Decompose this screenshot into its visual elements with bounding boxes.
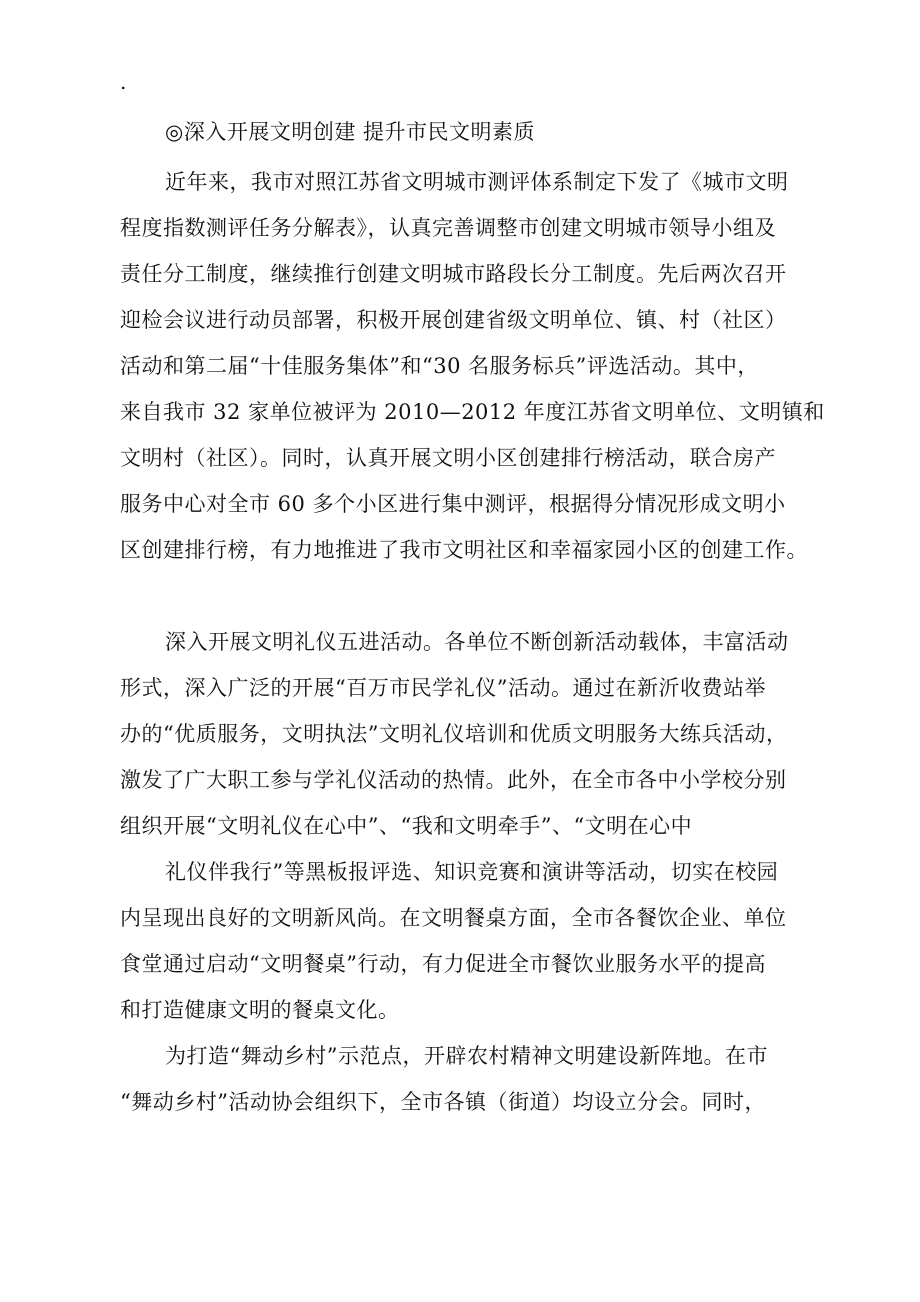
- text-line: 形式，深入广泛的开展“百万市民学礼仪”活动。通过在新沂收费站举: [120, 676, 766, 700]
- text-line: 组织开展“文明礼仪在心中”、“我和文明牵手”、“文明在心中: [120, 814, 693, 838]
- text-line: 迎检会议进行动员部署，积极开展创建省级文明单位、镇、村（社区）: [120, 308, 787, 332]
- text-line: 深入开展文明礼仪五进活动。各单位不断创新活动载体，丰富活动: [165, 630, 789, 654]
- text-line: “舞动乡村”活动协会组织下，全市各镇（街道）均设立分会。同时，: [120, 1090, 766, 1114]
- text-line: 内呈现出良好的文明新风尚。在文明餐桌方面，全市各餐饮企业、单位: [120, 906, 787, 930]
- text-line: 来自我市 32 家单位被评为 2010—2012 年度江苏省文明单位、文明镇和: [120, 400, 825, 424]
- section-heading: ◎深入开展文明创建 提升市民文明素质: [165, 120, 535, 144]
- text-line: 活动和第二届“十佳服务集体”和“30 名服务标兵”评选活动。其中，: [120, 354, 759, 378]
- text-line: 程度指数测评任务分解表》，认真完善调整市创建文明城市领导小组及: [120, 216, 776, 240]
- text-line: 礼仪伴我行”等黑板报评选、知识竞赛和演讲等活动，切实在校园: [165, 860, 779, 884]
- page-marker: .: [120, 70, 127, 94]
- text-line: 责任分工制度，继续推行创建文明城市路段长分工制度。先后两次召开: [120, 262, 787, 286]
- text-line: 服务中心对全市 60 多个小区进行集中测评，根据得分情况形成文明小: [120, 492, 786, 516]
- text-line: 食堂通过启动“文明餐桌”行动，有力促进全市餐饮业服务水平的提高: [120, 952, 766, 976]
- text-line: 近年来，我市对照江苏省文明城市测评体系制定下发了《城市文明: [165, 170, 789, 194]
- text-line: 激发了广大职工参与学礼仪活动的热情。此外，在全市各中小学校分别: [120, 768, 787, 792]
- text-line: 区创建排行榜，有力地推进了我市文明社区和幸福家园小区的创建工作。: [120, 538, 808, 562]
- text-line: 为打造“舞动乡村”示范点，开辟农村精神文明建设新阵地。在市: [165, 1044, 768, 1068]
- text-line: 文明村（社区）。同时，认真开展文明小区创建排行榜活动，联合房产: [120, 446, 776, 470]
- text-line: 办的“优质服务，文明执法”文明礼仪培训和优质文明服务大练兵活动，: [120, 722, 788, 746]
- text-line: 和打造健康文明的餐桌文化。: [120, 998, 400, 1022]
